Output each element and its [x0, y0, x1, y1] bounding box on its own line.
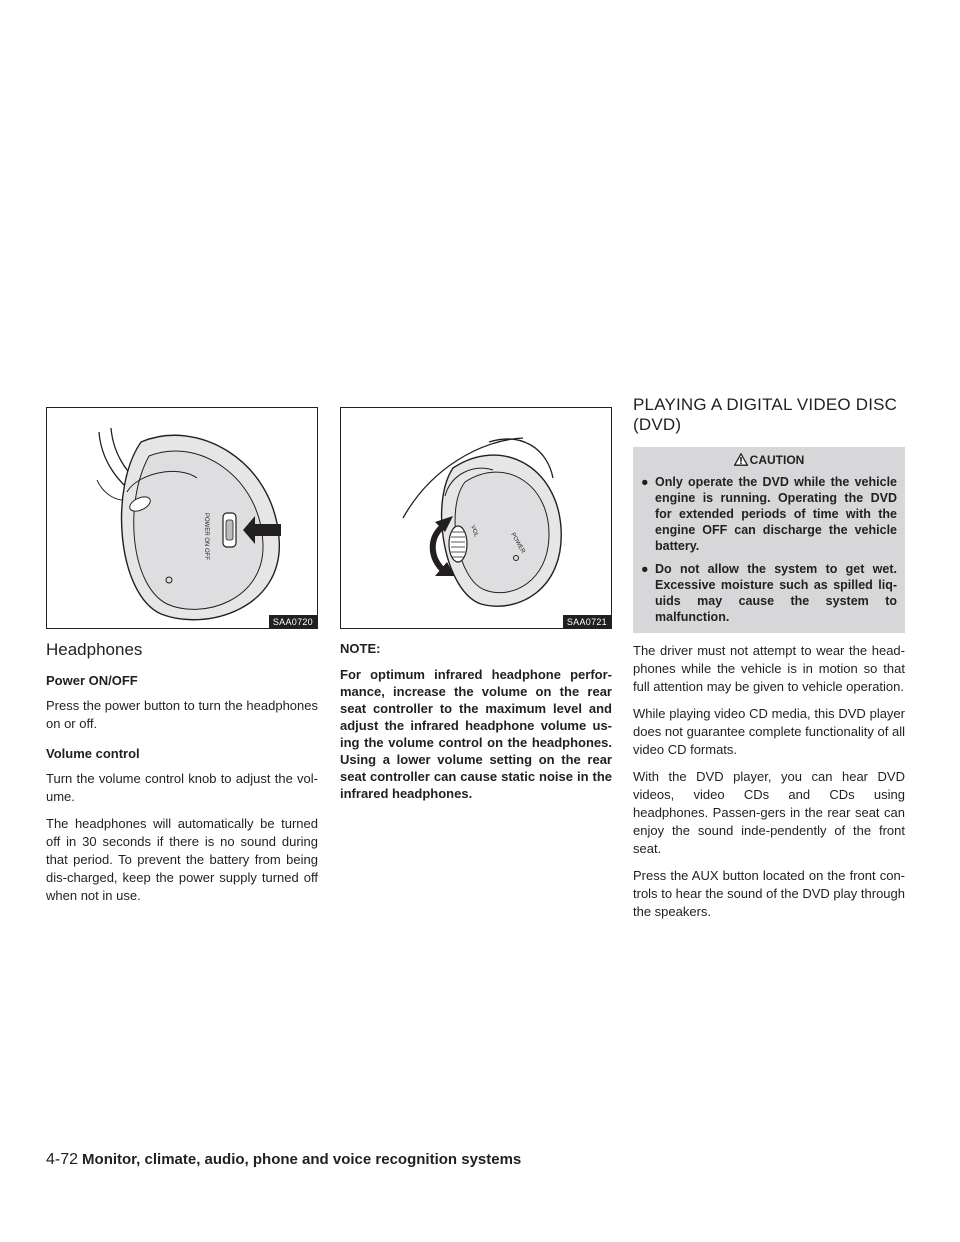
caution-item	[641, 561, 897, 625]
chapter-title: Monitor, climate, audio, phone and voice recognition systems	[82, 1151, 522, 1168]
caution-item-text: Do not allow the system to get wet. Excessive moisture such as spilled liq-uids may cause the system to malfunction.	[655, 562, 897, 624]
figure-code: SAA0721	[563, 615, 611, 628]
column-right	[633, 395, 905, 921]
power-switch-label: POWER ON OFF	[203, 513, 209, 560]
auto-off-paragraph: The headphones will automatically be turned off in 30 seconds if there is no sound during that period. To prevent the battery from being dis-charged, keep the power supply turned off when not in use.	[46, 816, 318, 903]
page-footer	[46, 1151, 521, 1169]
figure-headphone-volume	[340, 407, 612, 629]
note-text: For optimum infrared headphone perfor-mance, increase the volume on the rear seat controller to the maximum level and adjust the infrared headphone volume us-ing the volume control on the headphones. Using a lower volume setting on the rear seat controller can cause static noise in the infrared headphones.	[340, 667, 612, 801]
power-label: POWER	[509, 532, 526, 555]
subheading-power: Power ON/OFF	[46, 673, 138, 688]
headphone-volume-illustration	[341, 408, 612, 629]
subheading-volume: Volume control	[46, 746, 140, 761]
page-number: 4-72	[46, 1151, 79, 1168]
caution-title	[641, 447, 897, 467]
power-paragraph: Press the power button to turn the headphones on or off.	[46, 698, 318, 731]
dvd-paragraph: With the DVD player, you can hear DVD videos, video CDs and CDs using headphones. Passen-gers in the rear seat can enjoy the sound inde-pendently of the front seat.	[633, 769, 905, 856]
warning-triangle-icon	[734, 453, 748, 466]
column-middle	[340, 407, 612, 802]
column-left	[46, 407, 318, 905]
bullet-icon: ●	[641, 475, 649, 489]
figure-code: SAA0720	[269, 615, 317, 628]
dvd-paragraph: The driver must not attempt to wear the head-phones while the vehicle is in motion so that full attention may be given to vehicle operation.	[633, 643, 905, 694]
note-heading: NOTE:	[340, 641, 381, 656]
volume-paragraph: Turn the volume control knob to adjust the vol-ume.	[46, 771, 318, 804]
caution-box	[633, 447, 905, 633]
caution-item	[641, 474, 897, 554]
dvd-paragraph: While playing video CD media, this DVD player does not guarantee complete functionality of all video CD formats.	[633, 706, 905, 757]
headphone-power-illustration	[47, 408, 318, 629]
dvd-paragraph: Press the AUX button located on the front con-trols to hear the sound of the DVD play through the speakers.	[633, 868, 905, 919]
volume-label: VOL	[469, 524, 479, 538]
figure-headphone-power	[46, 407, 318, 629]
caution-label: CAUTION	[749, 453, 805, 467]
section-heading-headphones: Headphones	[46, 640, 143, 659]
section-heading-dvd: PLAYING A DIGITAL VIDEO DISC (DVD)	[633, 395, 898, 434]
bullet-icon: ●	[641, 562, 649, 576]
caution-item-text: Only operate the DVD while the vehicle engine is running. Operating the DVD for extended periods of time with the engine OFF can discharge the vehicle battery.	[655, 475, 897, 553]
